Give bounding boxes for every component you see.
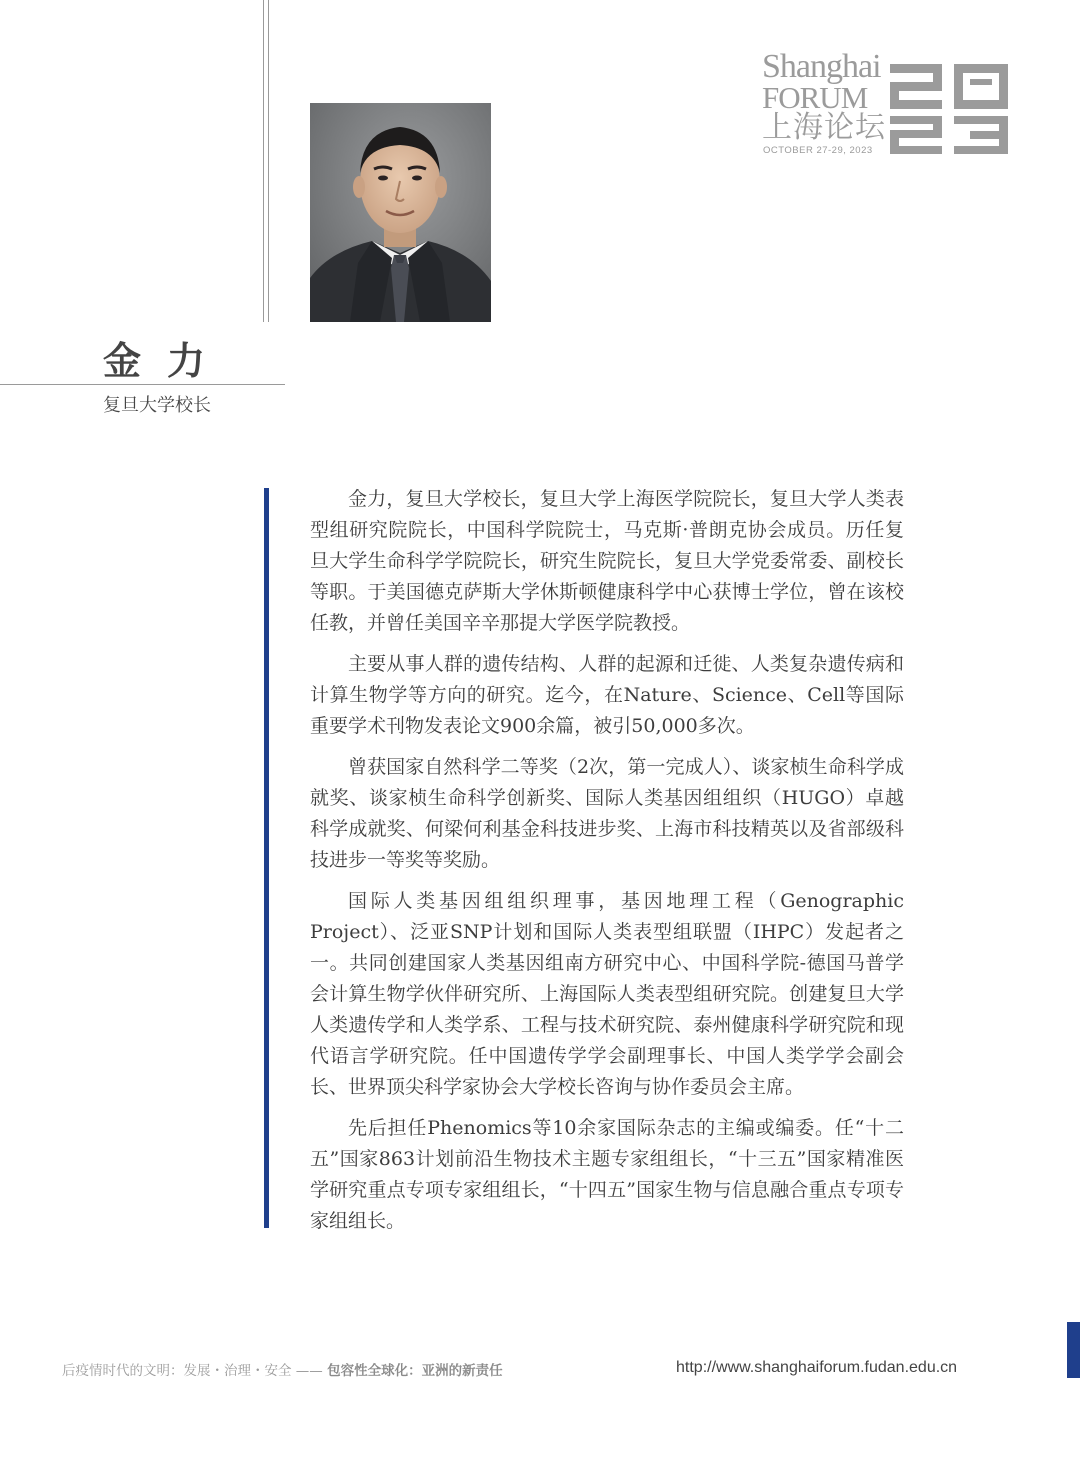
bio-paragraph: 国际人类基因组组织理事，基因地理工程（Genographic Project）、泛亚SNP计划和国际人类表型组联盟（IHPC）发起者之一。共同创建国家人类基因组南方研究中心、中国科学院-德国马普学会计算生物学伙伴研究所、上海国际人类表型组研究院。创建复旦大学人类遗传学和人类学系、工程与技术研究院、泰州健康科学研究院和现代语言学研究院。任中国遗传学学会副理事长、中国人类学学会副会长、世界顶尖科学家协会大学校长咨询与协作委员会主席。 <box>310 890 904 1098</box>
person-name: 金力 <box>103 338 232 383</box>
vertical-rule-right <box>268 0 269 322</box>
bio-paragraph: 金力，复旦大学校长，复旦大学上海医学院院长，复旦大学人类表型组研究院院长，中国科学院院士，马克斯·普朗克协会成员。历任复旦大学生命科学学院院长，研究生院院长，复旦大学党委常委、副校长等职。于美国德克萨斯大学休斯顿健康科学中心获博士学位，曾在该校任教，并曾任美国辛辛那提大学医学院教授。 <box>310 488 904 634</box>
bio-paragraph: 主要从事人群的遗传结构、人群的起源和迁徙、人类复杂遗传病和计算生物学等方向的研究。迄今，在Nature、Science、Cell等国际重要学术刊物发表论文900余篇，被引50,000多次。 <box>310 653 904 737</box>
footer-slogan <box>62 1359 503 1379</box>
bio-paragraph: 先后担任Phenomics等10余家国际杂志的主编或编委。任“十二五”国家863计划前沿生物技术主题专家组组长，“十三五”国家精准医学研究重点专项专家组组长，“十四五”国家生物与信息融合重点专项专家组组长。 <box>310 1117 904 1232</box>
name-underline <box>0 384 285 385</box>
bio-paragraph: 曾获国家自然科学二等奖（2次，第一完成人）、谈家桢生命科学成就奖、谈家桢生命科学创新奖、国际人类基因组组织（HUGO）卓越科学成就奖、何梁何利基金科技进步奖、上海市科技精英以及省部级科技进步一等奖等奖励。 <box>310 756 904 871</box>
vertical-rule-left <box>263 0 264 322</box>
logo-text-chinese: 上海论坛 <box>762 111 886 144</box>
portrait-illustration <box>310 103 491 322</box>
logo-year-mark <box>890 60 1012 156</box>
logo-date: OCTOBER 27-29, 2023 <box>763 145 873 156</box>
person-role: 复旦大学校长 <box>103 395 211 416</box>
footer-theme: 包容性全球化：亚洲的新责任 <box>327 1363 503 1379</box>
portrait-photo <box>310 103 491 322</box>
page-edge-tab <box>1067 1322 1080 1378</box>
footer-dash: —— <box>295 1363 323 1379</box>
shanghai-forum-logo <box>762 50 1012 160</box>
biography <box>310 484 904 1247</box>
bio-accent-bar <box>264 488 269 1228</box>
footer-url-link[interactable]: http://www.shanghaiforum.fudan.edu.cn <box>676 1359 958 1376</box>
footer-slogan-text: 后疫情时代的文明：发展・治理・安全 <box>62 1363 292 1379</box>
logo-text-forum: FORUM <box>762 80 868 115</box>
logo-text-shanghai: Shanghai <box>762 48 881 85</box>
